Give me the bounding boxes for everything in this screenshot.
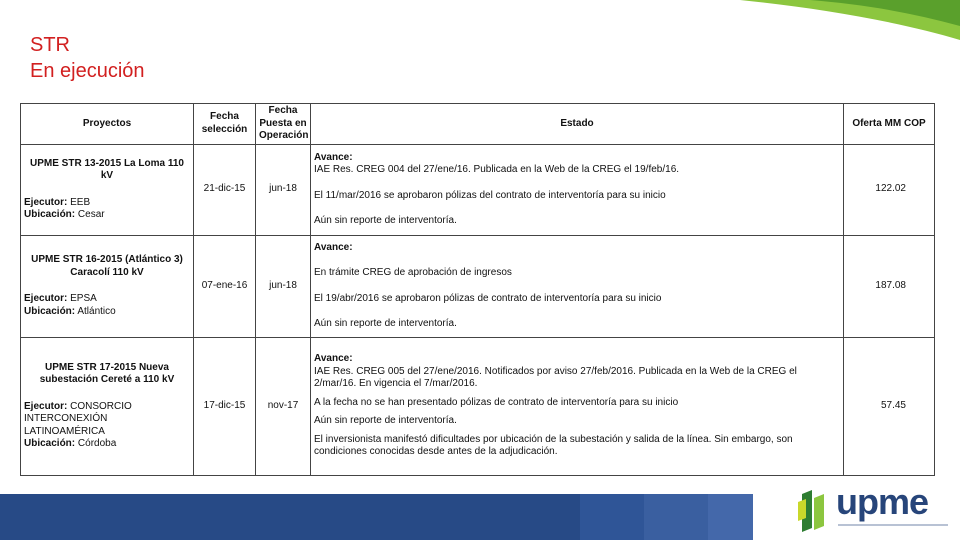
- project-cell: [21, 235, 194, 337]
- ejecutor-label: Ejecutor:: [24, 196, 68, 208]
- project-cell: [21, 144, 194, 235]
- oferta-value: 122.02: [844, 144, 935, 235]
- estado-head: Avance:: [314, 353, 353, 365]
- ubicacion-label: Ubicación:: [24, 438, 76, 449]
- page-title: [30, 32, 145, 84]
- estado-line: IAE Res. CREG 005 del 27/ene/2016. Notificados por aviso 27/feb/2016. Publicada en la Web de la CREG el 2/mar/16. En vigencia el 7/mar/2016.: [314, 365, 797, 390]
- oferta-value: 57.45: [844, 337, 935, 475]
- fecha-operacion: jun-18: [256, 144, 311, 235]
- upme-logo: [790, 480, 960, 540]
- ejecutor-label: Ejecutor:: [24, 400, 68, 412]
- project-cell: [21, 337, 194, 475]
- estado-line: A la fecha no se han presentado pólizas de contrato de interventoría para su inicio: [314, 396, 679, 408]
- green-corner-decoration: [740, 0, 960, 40]
- estado-head: Avance:: [314, 151, 353, 163]
- project-meta: [24, 293, 190, 318]
- ubicacion-label: Ubicación:: [24, 305, 76, 317]
- header-fecha-seleccion: Fecha selección: [194, 104, 256, 145]
- estado-cell: [311, 144, 844, 235]
- estado-line: El 11/mar/2016 se aprobaron pólizas del contrato de interventoría para su inicio: [314, 189, 666, 201]
- header-proyectos: Proyectos: [21, 104, 194, 145]
- estado-line: En trámite CREG de aprobación de ingresos: [314, 267, 512, 278]
- ejecutor-value: CONSORCIO INTERCONEXIÓN LATINOAMÉRICA: [24, 400, 132, 437]
- header-estado: Estado: [311, 104, 844, 145]
- ejecutor-value: EEB: [70, 196, 91, 208]
- project-name: UPME STR 16-2015 (Atlántico 3) Caracolí 110 kV: [31, 254, 183, 278]
- upme-logo-icon: [796, 488, 828, 532]
- estado-line: El inversionista manifestó dificultades por ubicación de la subestación y salida de la línea. Sin embargo, son condiciones conocidas desde antes de la adjudicación.: [314, 433, 793, 458]
- fecha-operacion: nov-17: [256, 337, 311, 475]
- estado-line: El 19/abr/2016 se aprobaron pólizas de contrato de interventoría para su inicio: [314, 292, 662, 304]
- table-header-row: [21, 104, 935, 145]
- page-title-line2: En ejecución: [30, 60, 145, 82]
- estado-cell: [311, 337, 844, 475]
- fecha-seleccion: 17-dic-15: [194, 337, 256, 475]
- fecha-operacion: jun-18: [256, 235, 311, 337]
- table-row: [21, 144, 935, 235]
- ubicacion-value: Atlántico: [77, 305, 116, 317]
- project-meta: [24, 197, 190, 222]
- projects-table: [20, 103, 934, 474]
- fecha-seleccion: 21-dic-15: [194, 144, 256, 235]
- ejecutor-value: EPSA: [70, 293, 97, 304]
- header-oferta: Oferta MM COP: [844, 104, 935, 145]
- page-title-line1: STR: [30, 34, 70, 56]
- upme-logo-text: upme: [836, 481, 929, 522]
- upme-logo-subline: [838, 524, 948, 526]
- estado-line: Aún sin reporte de interventoría.: [314, 318, 457, 329]
- ubicacion-value: Córdoba: [77, 438, 117, 449]
- project-name: UPME STR 13-2015 La Loma 110 kV: [30, 157, 184, 181]
- project-name: UPME STR 17-2015 Nueva subestación Cereté a 110 kV: [39, 361, 175, 385]
- oferta-value: 187.08: [844, 235, 935, 337]
- table-row: [21, 235, 935, 337]
- estado-line: IAE Res. CREG 004 del 27/ene/16. Publicada en la Web de la CREG el 19/feb/16.: [314, 164, 680, 175]
- ubicacion-value: Cesar: [77, 209, 105, 220]
- ubicacion-label: Ubicación:: [24, 209, 76, 220]
- fecha-seleccion: 07-ene-16: [194, 235, 256, 337]
- estado-line: Aún sin reporte de interventoría.: [314, 415, 457, 427]
- header-fecha-operacion: Fecha Puesta en Operación: [256, 104, 311, 145]
- table-row: [21, 337, 935, 475]
- estado-head: Avance:: [314, 241, 353, 253]
- estado-line: Aún sin reporte de interventoría.: [314, 215, 457, 226]
- ejecutor-label: Ejecutor:: [24, 293, 68, 304]
- estado-cell: [311, 235, 844, 337]
- project-meta: [24, 401, 190, 451]
